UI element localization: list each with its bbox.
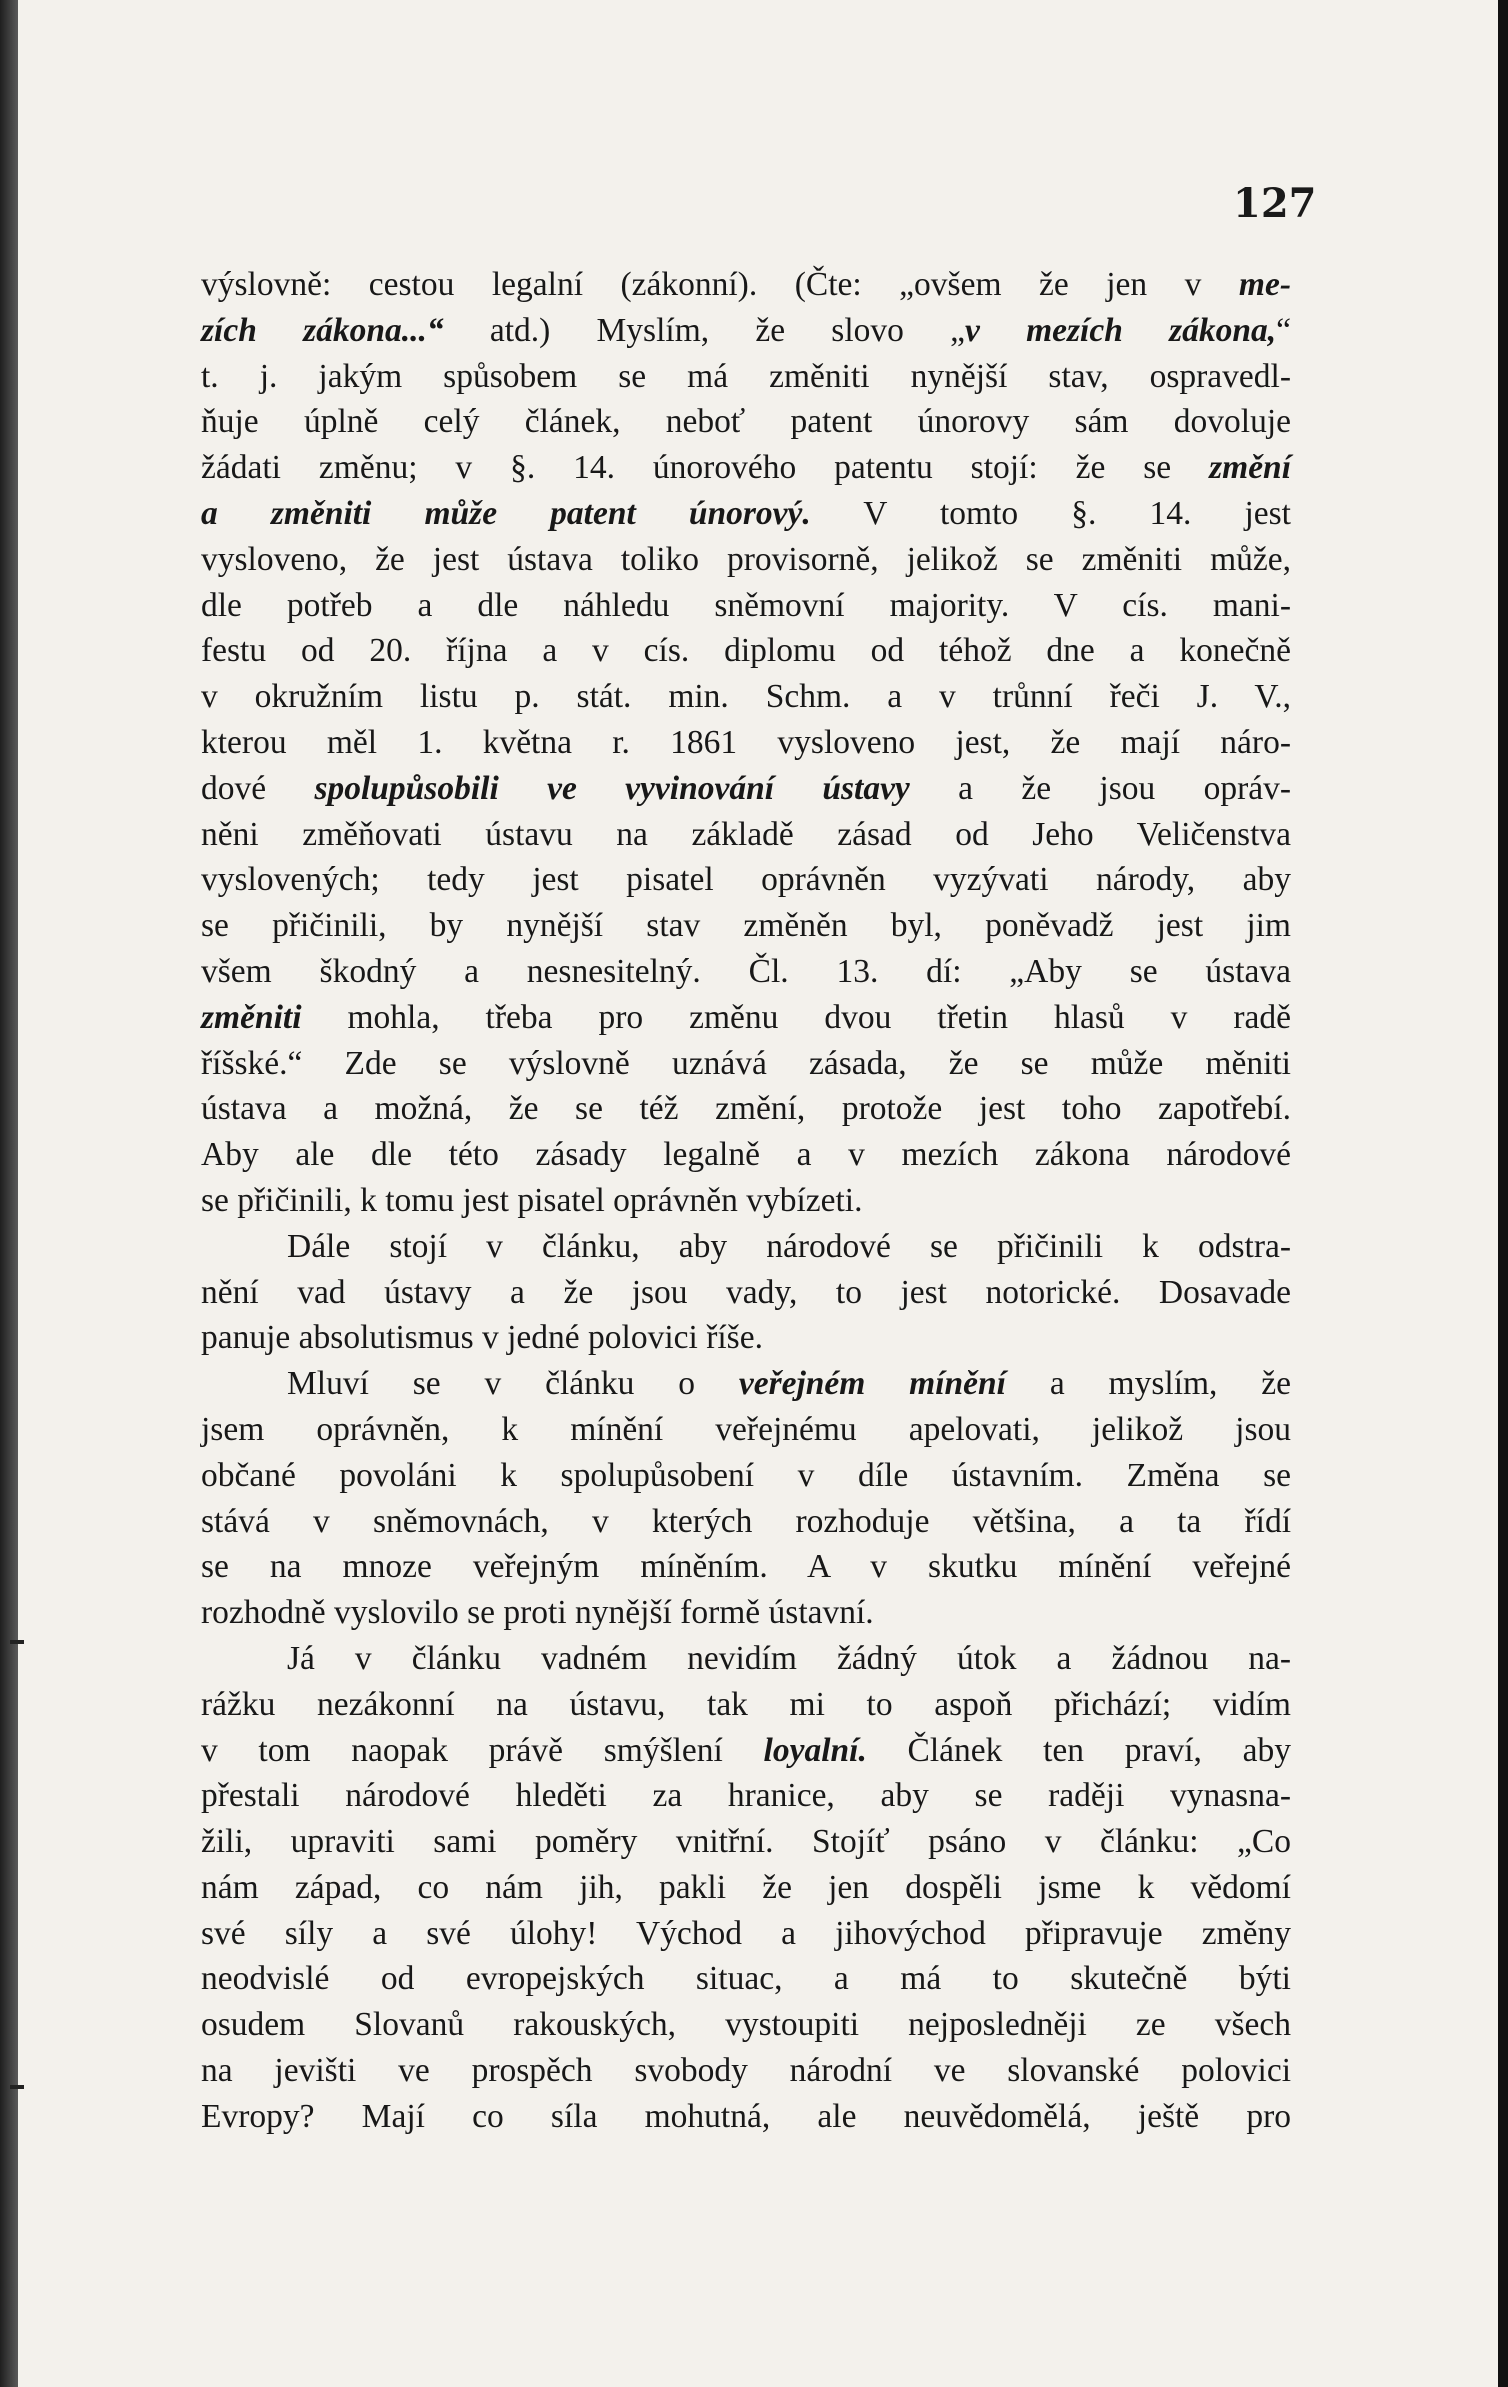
- text-segment: atd.) Myslím, že slovo „: [443, 311, 965, 349]
- text-segment: Evropy? Mají co síla mohutná, ale neuvědomělá, ještě pro: [201, 2097, 1291, 2135]
- text-line: [201, 1361, 1291, 1407]
- text-line: [201, 1453, 1291, 1499]
- text-segment: rozhodně vyslovilo se proti nynější formě ústavní.: [201, 1594, 874, 1632]
- emphasis-text: veřejném mínění: [738, 1365, 1006, 1403]
- text-segment: Mluví se v článku o: [287, 1365, 739, 1403]
- emphasis-text: spolupůsobili ve vyvinování ústavy: [314, 769, 910, 807]
- text-segment: festu od 20. října a v cís. diplomu od téhož dne a konečně: [201, 632, 1291, 670]
- text-line: [201, 1865, 1291, 1911]
- text-segment: osudem Slovanů rakouských, vystoupiti nejposledněji ze všech: [201, 2006, 1291, 2044]
- text-segment: na jevišti ve prospěch svobody národní ve slovanské polovici: [201, 2052, 1291, 2090]
- text-segment: něni změňovati ústavu na základě zásad od Jeho Veličenstva: [201, 815, 1291, 853]
- text-line: [201, 1682, 1291, 1728]
- text-line: [201, 1819, 1291, 1865]
- text-line: [201, 766, 1291, 812]
- text-segment: své síly a své úlohy! Východ a jihovýchod připravuje změny: [201, 1914, 1291, 1952]
- text-line: [201, 1911, 1291, 1957]
- text-segment: “: [1276, 311, 1291, 349]
- emphasis-text: v mezích zákona,: [965, 311, 1277, 349]
- text-line: [201, 995, 1291, 1041]
- text-line: [201, 1086, 1291, 1132]
- text-line: [201, 1956, 1291, 2002]
- emphasis-text: me-: [1238, 266, 1291, 303]
- text-segment: stává v sněmovnách, v kterých rozhoduje většina, a ta řídí: [201, 1502, 1291, 1540]
- text-segment: vyslovených; tedy jest pisatel oprávněn vyzývati národy, aby: [201, 861, 1291, 899]
- text-segment: ústava a možná, že se též změní, protože jest toho zapotřebí.: [201, 1090, 1291, 1128]
- text-segment: vysloveno, že jest ústava toliko provisorně, jelikož se změniti může,: [201, 540, 1291, 578]
- text-segment: žádati změnu; v §. 14. únorového patentu stojí: že se: [201, 449, 1210, 487]
- text-line: [201, 1407, 1291, 1453]
- text-segment: se přičinili, by nynější stav změněn byl, poněvadž jest jim: [201, 907, 1291, 945]
- text-segment: neodvislé od evropejských situac, a má to skutečně býti: [201, 1960, 1291, 1998]
- text-segment: a myslím, že: [1005, 1365, 1292, 1403]
- text-line: [201, 1544, 1291, 1590]
- emphasis-text: změniti: [201, 998, 302, 1036]
- text-segment: a že jsou opráv-: [909, 769, 1291, 807]
- text-segment: jsem oprávněn, k mínění veřejnému apelovati, jelikož jsou: [201, 1410, 1291, 1448]
- text-segment: se přičinili, k tomu jest pisatel oprávněn vybízeti.: [201, 1181, 863, 1219]
- text-line: [201, 583, 1291, 629]
- text-segment: Já v článku vadném nevidím žádný útok a žádnou na-: [287, 1639, 1291, 1677]
- text-line: [201, 949, 1291, 995]
- text-segment: výslovně: cestou legalní (zákonní). (Čte: „ovšem že jen v: [201, 266, 1239, 303]
- text-segment: kterou měl 1. května r. 1861 vysloveno jest, že mají náro-: [201, 723, 1291, 761]
- text-line: [201, 1636, 1291, 1682]
- text-line: [201, 1773, 1291, 1819]
- text-line: [201, 903, 1291, 949]
- text-line: [201, 354, 1291, 400]
- text-line: [201, 1270, 1291, 1316]
- text-line: [201, 1041, 1291, 1087]
- text-segment: nění vad ústavy a že jsou vady, to jest notorické. Dosavade: [201, 1273, 1291, 1311]
- text-line: [201, 537, 1291, 583]
- text-line: [201, 2094, 1291, 2140]
- scan-right-edge: [1498, 0, 1508, 2387]
- text-line: [201, 1178, 1291, 1224]
- text-line: [201, 1224, 1291, 1270]
- text-segment: v tom naopak právě smýšlení: [201, 1731, 764, 1769]
- text-segment: nám západ, co nám jih, pakli že jen dospěli jsme k vědomí: [201, 1868, 1291, 1906]
- text-line: [201, 262, 1291, 308]
- emphasis-text: loyalní.: [763, 1731, 867, 1769]
- text-line: [201, 857, 1291, 903]
- text-segment: Článek ten praví, aby: [866, 1731, 1291, 1769]
- text-segment: v okružním listu p. stát. min. Schm. a v trůnní řeči J. V.,: [201, 678, 1291, 716]
- body-text: [201, 262, 1291, 2140]
- text-segment: přestali národové hleděti za hranice, aby se raději vynasna-: [201, 1777, 1291, 1815]
- emphasis-text: a změniti může patent únorový.: [201, 494, 811, 532]
- text-line: [201, 2002, 1291, 2048]
- text-line: [201, 1728, 1291, 1774]
- text-line: [201, 628, 1291, 674]
- text-line: [201, 1132, 1291, 1178]
- text-segment: říšské.“ Zde se výslovně uznává zásada, že se může měniti: [201, 1044, 1291, 1082]
- text-segment: rážku nezákonní na ústavu, tak mi to aspoň přichází; vidím: [201, 1685, 1291, 1723]
- text-line: [201, 2048, 1291, 2094]
- emphasis-text: zích zákona...“: [201, 311, 444, 349]
- emphasis-text: změní: [1209, 449, 1291, 487]
- text-line: [201, 720, 1291, 766]
- text-segment: panuje absolutismus v jedné polovici říše.: [201, 1319, 763, 1357]
- margin-mark-2: [10, 2085, 24, 2089]
- text-line: [201, 399, 1291, 445]
- text-line: [201, 491, 1291, 537]
- text-line: [201, 445, 1291, 491]
- scan-left-edge: [0, 0, 18, 2387]
- text-segment: mohla, třeba pro změnu dvou třetin hlasů v radě: [301, 998, 1291, 1036]
- text-segment: dle potřeb a dle náhledu sněmovní majority. V cís. mani-: [201, 586, 1291, 624]
- text-segment: Dále stojí v článku, aby národové se přičinili k odstra-: [287, 1227, 1291, 1265]
- text-line: [201, 1499, 1291, 1545]
- text-segment: se na mnoze veřejným míněním. A v skutku mínění veřejné: [201, 1548, 1291, 1586]
- text-segment: všem škodný a nesnesitelný. Čl. 13. dí: „Aby se ústava: [201, 952, 1291, 990]
- text-line: [201, 1315, 1291, 1361]
- text-segment: občané povoláni k spolupůsobení v díle ústavním. Změna se: [201, 1456, 1291, 1494]
- text-line: [201, 812, 1291, 858]
- text-line: [201, 674, 1291, 720]
- text-segment: žili, upraviti sami poměry vnitřní. Stojíť psáno v článku: „Co: [201, 1823, 1291, 1861]
- text-segment: V tomto §. 14. jest: [810, 494, 1291, 532]
- text-segment: ňuje úplně celý článek, neboť patent únorovy sám dovoluje: [201, 403, 1291, 441]
- text-line: [201, 308, 1291, 354]
- text-segment: dové: [201, 769, 315, 807]
- text-line: [201, 1590, 1291, 1636]
- text-segment: t. j. jakým spůsobem se má změniti nynější stav, ospravedl-: [201, 357, 1291, 395]
- book-page: [18, 0, 1508, 2387]
- page-number: 127: [1233, 180, 1317, 227]
- margin-mark-1: [10, 1640, 24, 1644]
- text-segment: Aby ale dle této zásady legalně a v mezích zákona národové: [201, 1136, 1291, 1174]
